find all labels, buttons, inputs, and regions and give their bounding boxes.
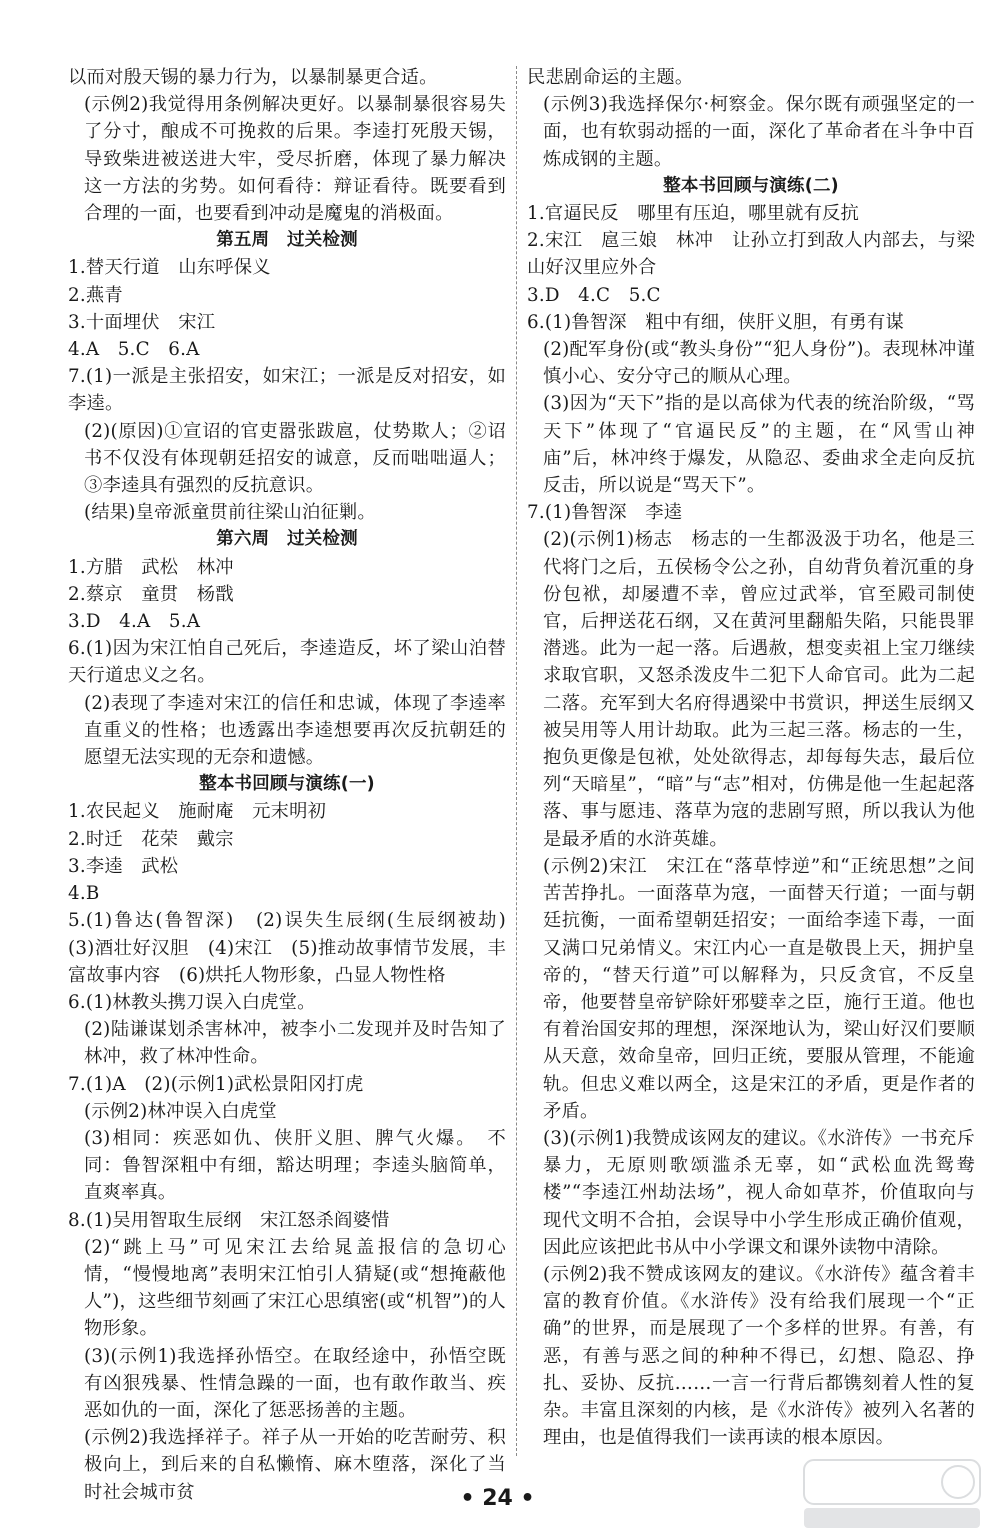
right-answer-line: (2)(示例1)杨志 杨志的一生都汲汲于功名，他是三代将门之后，五侯杨令公之孙，自幼背负着沉重的身份包袱，却屡遭不幸，曾应过武举，官至殿司制使官，后押送花石纲，又在黄河里翻船失陷，只能畏罪潜逃。此为一起一落。后遇赦，想变卖祖上宝刀继续求取官职，又怒杀泼皮牛二犯下人命官司。此为二起二落。充军到大名府得遇梁中书赏识，押送生辰纲又被吴用等人用计劫取。此为三起三落。杨志的一生，抱负更像是包袱，处处欲得志，却每每失志，最后位列“天暗星”，“暗”与“志”相对，仿佛是他一生起起落落、事与愿违、落草为寇的悲剧写照，所以我认为他是最矛盾的水浒英雄。 [543,529,975,850]
right-answer-line: (示例2)宋江 宋江在“落草悖逆”和“正统思想”之间苦苦挣扎。一面落草为寇，一面替天行道；一面与朝廷抗衡，一面希望朝廷招安；一面给李逵下毒，一面又满口兄弟情义。宋江内心一直是敬畏上天，拥护皇帝的，“替天行道”可以解释为，只反贪官，不反皇帝，他要替皇帝铲除奸邪嬖幸之臣，施行王道。他也有着治国安邦的理想，深深地认为，梁山好汉们要顺从天意，效命皇帝，回归正统，要服从管理，不能逾轨。但忠义难以两全，这是宋江的矛盾，更是作者的矛盾。 [543,855,975,1122]
right-answer-line: 民悲剧命运的主题。 [527,67,694,88]
left-answer-line: 7.(1)A (2)(示例1)武松景阳冈打虎 [68,1073,364,1095]
left-answer-line: 2.燕青 [68,284,123,306]
left-answer-line: (示例2)我选择祥子。祥子从一开始的吃苦耐劳、积极向上，到后来的自私懒惰、麻木堕落，深化了当时社会城市贫 [84,1427,506,1503]
left-answer-line: (3)相同：疾恶如仇、侠肝义胆、脾气火爆。 不同：鲁智深粗中有细，豁达明理；李逵头脑简单，直爽率真。 [84,1127,506,1204]
right-answer-line: (示例3)我选择保尔·柯察金。保尔既有顽强坚定的一面，也有软弱动摇的一面，深化了革命者在斗争中百炼成钢的主题。 [543,94,975,170]
left-answer-line: 以而对殷天锡的暴力行为，以暴制暴更合适。 [68,67,438,88]
watermark-logo [802,1456,982,1532]
left-answer-line: (结果)皇帝派童贯前往梁山泊征剿。 [84,502,376,524]
right-answer-line: 3.D 4.C 5.C [527,284,661,306]
left-answer-line: (2)陆谦谋划杀害林冲，被李小二发现并及时告知了林冲，救了林冲性命。 [84,1019,506,1068]
page-number: • 24 • [460,1486,535,1511]
left-answer-line: 1.替天行道 山东呼保义 [68,257,271,279]
left-answer-line: (示例2)我觉得用条例解决更好。以暴制暴很容易失了分寸，酿成不可挽救的后果。李逵打死殷天锡，导致柴进被送进大牢，受尽折磨，体现了暴力解决这一方法的劣势。如何看待：辩证看待。既要看到合理的一面，也要看到冲动是魔鬼的消极面。 [84,94,506,225]
right-answer-line: 2.宋江 扈三娘 林冲 让孙立打到敌人内部去，与梁山好汉里应外合 [527,230,975,279]
right-answer-line: 1.官逼民反 哪里有压迫，哪里就有反抗 [527,203,860,225]
left-answer-line: 6.(1)因为宋江怕自己死后，李逵造反，坏了梁山泊替天行道忠义之名。 [68,638,506,687]
right-answer-line: (示例2)我不赞成该网友的建议。《水浒传》蕴含着丰富的教育价值。《水浒传》没有给我们展现一个“正确”的世界，而是展现了一个多样的世界。有善，有恶，有善与恶之间的种种不得已，幻想、隐忍、挣扎、妥协、反抗……一言一行背后都镌刻着人性的复杂。丰富且深刻的内核，是《水浒传》被列入名著的理由，也是值得我们一读再读的根本原因。 [543,1263,975,1449]
left-answer-line: (2)“跳上马”可见宋江去给晁盖报信的急切心情，“慢慢地离”表明宋江怕引人猜疑(或“想掩蔽他人”)，这些细节刻画了宋江心思缜密(或“机智”)的人物形象。 [84,1236,506,1340]
right-answer-line: (3)因为“天下”指的是以高俅为代表的统治阶级，“骂天下”体现了“官逼民反”的主题，在“风雪山神庙”后，林冲终于爆发，从隐忍、委曲求全走向反抗反击，所以说是“骂天下”。 [543,393,975,497]
left-answer-line: (2)(原因)①宣诏的官吏嚣张跋扈，仗势欺人；②诏书不仅没有体现朝廷招安的诚意，反而咄咄逼人；③李逵具有强烈的反抗意识。 [84,420,506,497]
left-answer-line: 2.蔡京 童贯 杨戬 [68,583,234,605]
left-section-heading: 第六周 过关检测 [216,529,358,550]
right-column [527,64,975,1451]
right-section-heading: 整本书回顾与演练(二) [663,175,839,196]
left-answer-line: (示例2)林冲误入白虎堂 [84,1100,277,1122]
left-answer-line: 4.B [68,883,100,905]
left-answer-line: 3.李逵 武松 [68,855,179,877]
left-answer-line: 3.D 4.A 5.A [68,611,201,633]
column-divider [516,66,517,1456]
left-answer-line: (2)表现了李逵对宋江的信任和忠诚，体现了李逵率直重义的性格；也透露出李逵想要再次反抗朝廷的愿望无法实现的无奈和遗憾。 [84,692,506,769]
left-answer-line: 3.十面埋伏 宋江 [68,311,216,333]
left-answer-line: 2.时迁 花荣 戴宗 [68,828,234,850]
left-answer-line: 1.农民起义 施耐庵 元末明初 [68,801,327,823]
left-answer-line: 8.(1)吴用智取生辰纲 宋江怒杀阎婆惜 [68,1209,390,1231]
right-answer-line: 6.(1)鲁智深 粗中有细，侠肝义胆，有勇有谋 [527,311,904,333]
left-answer-line: (3)(示例1)我选择孙悟空。在取经途中，孙悟空既有凶狠残暴、性情急躁的一面，也有敢作敢当、疾恶如仇的一面，深化了惩恶扬善的主题。 [84,1345,506,1421]
left-section-heading: 第五周 过关检测 [216,230,358,251]
left-answer-line: 6.(1)林教头携刀误入白虎堂。 [68,991,316,1013]
right-answer-line: (3)(示例1)我赞成该网友的建议。《水浒传》一书充斥暴力，无原则歌颂滥杀无辜，如“武松血洗鸳鸯楼”“李逵江州劫法场”，视人命如草芥，价值取向与现代文明不合拍，会误导中小学生形成正确价值观，因此应该把此书从中小学课文和课外读物中清除。 [543,1127,975,1258]
left-answer-line: 5.(1)鲁达(鲁智深) (2)误失生辰纲(生辰纲被劫) (3)酒壮好汉胆 (4)宋江 (5)推动故事情节发展，丰富故事内容 (6)烘托人物形象，凸显人物性格 [68,910,525,986]
left-answer-line: 4.A 5.C 6.A [68,339,200,361]
left-section-heading: 整本书回顾与演练(一) [199,774,375,795]
right-answer-line: (2)配军身份(或“教头身份”“犯人身份”)。表现林冲谨慎小心、安分守己的顺从心理。 [543,339,975,388]
right-answer-line: 7.(1)鲁智深 李逵 [527,502,683,524]
left-answer-line: 7.(1)一派是主张招安，如宋江；一派是反对招安，如李逵。 [68,366,506,415]
left-answer-line: 1.方腊 武松 林冲 [68,556,234,578]
